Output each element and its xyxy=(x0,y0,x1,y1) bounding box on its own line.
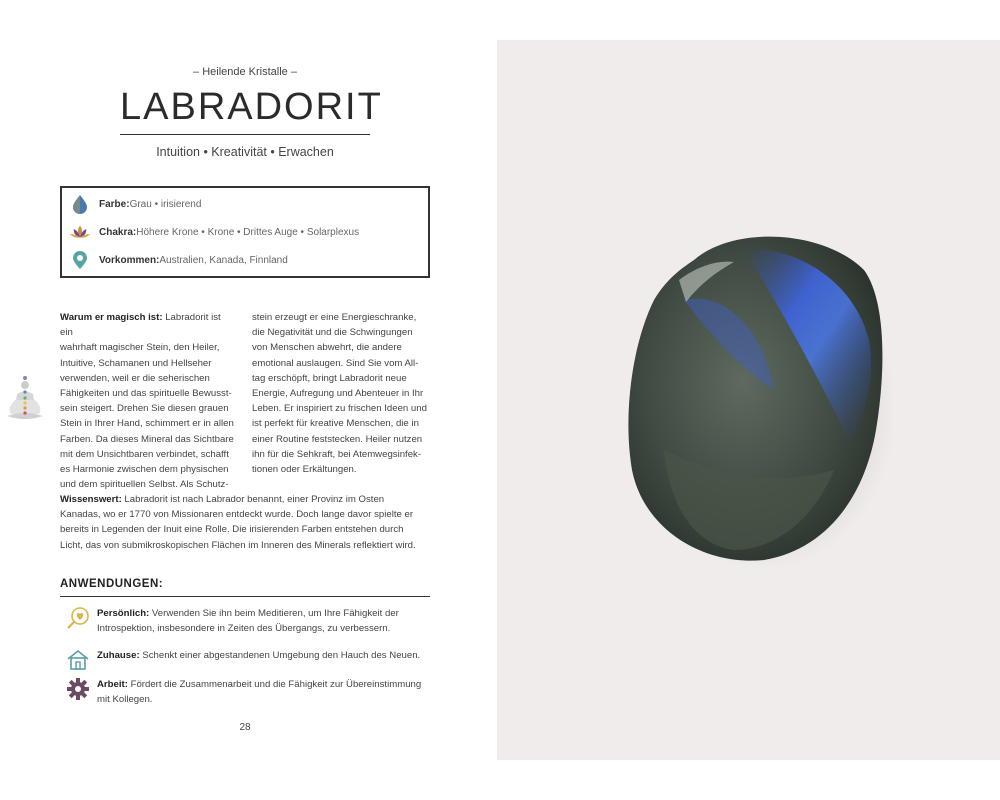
text-line: bereits in Legenden der Inuit eine Rolle. Die irisierenden Farben entstehen durch xyxy=(60,524,404,536)
house-icon xyxy=(66,648,90,672)
application-text xyxy=(97,648,420,663)
application-label: Arbeit: xyxy=(97,679,128,690)
chakra-figure-icon xyxy=(3,374,47,426)
body-column-left xyxy=(60,310,236,492)
text-line: emotional auslaugen. Sind Sie vom All- xyxy=(252,357,419,369)
application-work xyxy=(66,677,421,707)
text-line: Fähigkeiten und das spirituelle Bewusst- xyxy=(60,388,232,400)
right-page-photo xyxy=(497,40,1000,760)
text-line: ist perfekt für kreative Menschen, die in xyxy=(252,418,419,430)
info-value: Australien, Kanada, Finnland xyxy=(159,254,288,266)
info-label: Farbe: xyxy=(99,198,130,210)
text-line: verwenden, weil er die seherischen xyxy=(60,372,210,384)
text-line: Labradorit ist ein xyxy=(60,312,221,339)
text-line: ihn für die Sehkraft, bei Atemwegsinfek- xyxy=(252,448,422,460)
text-line: Leben. Er inspiriert zu frischen Ideen und xyxy=(252,403,427,415)
drop-icon xyxy=(70,194,90,214)
text-line: Schenkt einer abgestandenen Umgebung den Hauch des Neuen. xyxy=(139,650,421,661)
text-line: Labradorit ist nach Labrador benannt, einer Provinz im Osten xyxy=(121,494,385,505)
page-subtitle: Intuition • Kreativität • Erwachen xyxy=(156,145,334,159)
applications-heading: ANWENDUNGEN: xyxy=(60,578,164,590)
info-value: Höhere Krone • Krone • Drittes Auge • Solarplexus xyxy=(136,226,360,238)
text-line: Intuitive, Schamanen und Hellseher xyxy=(60,357,212,369)
labradorite-stone-image xyxy=(624,220,892,566)
text-line: sein steigert. Drehen Sie diesen grauen xyxy=(60,403,229,415)
text-line: Kanadas, wo er 1770 von Missionaren entdeckt wurde. Doch lange davor spielte er xyxy=(60,509,414,521)
fact-label: Wissenswert: xyxy=(60,494,122,505)
text-line: Fördert die Zusammenarbeit und die Fähigkeit zur Übereinstimmung xyxy=(127,679,422,690)
text-line: Farben. Da dieses Mineral das Sichtbare xyxy=(60,433,234,445)
text-line: von Menschen abwehrt, die andere xyxy=(252,342,402,354)
application-personal xyxy=(66,606,399,636)
lotus-icon xyxy=(70,222,90,242)
info-label: Chakra: xyxy=(99,226,137,238)
text-line: Verwenden Sie ihn beim Meditieren, um Ihre Fähigkeit der xyxy=(149,608,399,619)
text-line: es Harmonie zwischen dem physischen xyxy=(60,464,229,476)
body-column-right xyxy=(252,310,428,477)
application-home xyxy=(66,648,420,672)
info-row-chakra xyxy=(70,222,359,242)
left-page xyxy=(0,0,497,800)
application-text xyxy=(97,606,399,636)
text-line: und dem spirituellen Selbst. Als Schutz- xyxy=(60,479,229,491)
text-line: die Negativität und die Schwingungen xyxy=(252,327,413,339)
title-divider xyxy=(120,134,370,135)
info-row-color xyxy=(70,194,201,214)
text-line: stein erzeugt er eine Energieschranke, xyxy=(252,312,417,323)
page-number: 28 xyxy=(239,722,251,733)
text-line: Licht, das von submikroskopischen Flächen im Inneren des Minerals reflektiert wird. xyxy=(60,539,416,551)
text-line: Stein in Ihrer Hand, schimmert er in allen xyxy=(60,418,234,430)
text-line: Energie, Aufregung und Abenteuer in Ihr xyxy=(252,388,424,400)
text-line: wahrhaft magischer Stein, den Heiler, xyxy=(60,342,220,354)
magic-label: Warum er magisch ist: xyxy=(60,312,163,323)
info-label: Vorkommen: xyxy=(99,254,160,266)
application-label: Zuhause: xyxy=(97,650,140,661)
text-line: mit Kollegen. xyxy=(97,694,153,706)
text-line: tag erschöpft, bringt Labradorit neue xyxy=(252,372,407,384)
info-value: Grau • irisierend xyxy=(129,198,202,210)
text-line: tionen oder Erkältungen. xyxy=(252,464,357,476)
text-line: mit dem Unsichtbaren verbindet, schafft xyxy=(60,448,229,460)
info-row-location xyxy=(70,250,288,270)
info-box xyxy=(60,186,430,278)
text-line: Introspektion, insbesondere in Zeiten des Übergangs, zu verbessern. xyxy=(97,623,391,635)
application-text xyxy=(97,677,421,707)
heart-magnifier-icon xyxy=(66,606,90,630)
page-title: LABRADORIT xyxy=(120,86,383,128)
fact-paragraph xyxy=(60,492,432,553)
gear-icon xyxy=(66,677,90,701)
section-kicker: – Heilende Kristalle – xyxy=(193,66,297,78)
text-line: einer Routine feststecken. Heiler nutzen xyxy=(252,433,423,445)
location-pin-icon xyxy=(70,250,90,270)
application-label: Persönlich: xyxy=(97,608,150,619)
applications-divider xyxy=(60,596,430,597)
